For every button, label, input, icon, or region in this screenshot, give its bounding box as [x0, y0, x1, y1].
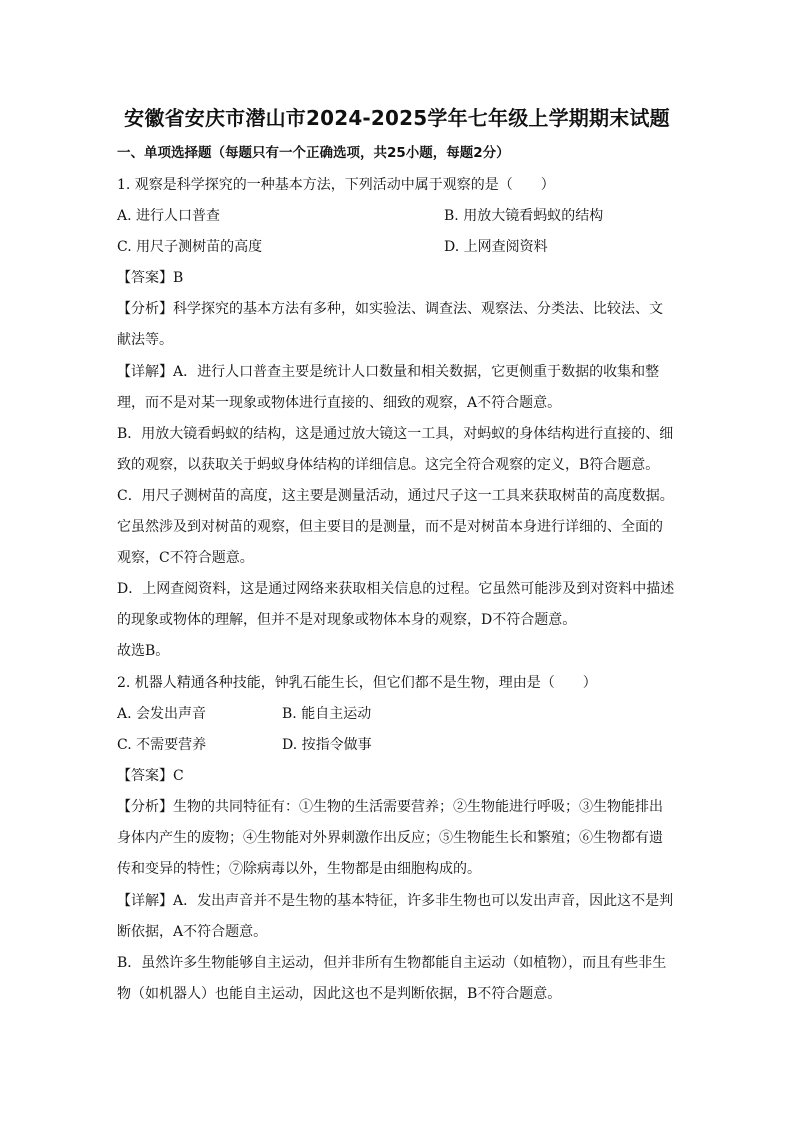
- q1-stem: 1. 观察是科学探究的一种基本方法，下列活动中属于观察的是（ ）: [117, 177, 555, 193]
- q2-detail-line-1: 【详解】A．发出声音并不是生物的基本特征，许多非生物也可以发出声音，因此这不是判: [117, 893, 674, 909]
- q2-detail-line-2: 断依据，A不符合题意。: [117, 924, 268, 940]
- q2-option-b: B. 能自主运动: [282, 706, 372, 722]
- q1-detail-line-9: 的现象或物体的理解，但并不是对现象或物体本身的观察，D不符合题意。: [117, 612, 577, 628]
- q1-option-a: A. 进行人口普查: [117, 208, 221, 224]
- q1-option-d: D. 上网查阅资料: [444, 239, 548, 255]
- q1-detail-line-3: B．用放大镜看蚂蚁的结构，这是通过放大镜这一工具，对蚂蚁的身体结构进行直接的、细: [117, 426, 674, 442]
- q1-conclusion: 故选B。: [117, 643, 170, 659]
- q1-detail-line-7: 观察，C不符合题意。: [117, 550, 254, 566]
- q2-detail-line-3: B．虽然许多生物能够自主运动，但并非所有生物都能自主运动（如植物），而且有些非生: [117, 955, 667, 971]
- q1-detail-line-6: 它虽然涉及到对树苗的观察，但主要目的是测量，而不是对树苗本身进行详细的、全面的: [117, 519, 663, 535]
- q1-detail-line-1: 【详解】A．进行人口普查主要是统计人口数量和相关数据，它更侧重于数据的收集和整: [117, 364, 660, 380]
- q2-option-a: A. 会发出声音: [117, 706, 207, 722]
- q1-detail-line-2: 理，而不是对某一现象或物体进行直接的、细致的观察，A不符合题意。: [117, 395, 562, 411]
- q1-detail-line-8: D．上网查阅资料，这是通过网络来获取相关信息的过程。它虽然可能涉及到对资料中描述: [117, 581, 675, 597]
- q1-answer: 【答案】B: [117, 270, 184, 286]
- q1-analysis-line-2: 献法等。: [117, 332, 173, 348]
- q1-detail-line-5: C．用尺子测树苗的高度，这主要是测量活动，通过尺子这一工具来获取树苗的高度数据。: [117, 488, 674, 504]
- q2-detail-line-4: 物（如机器人）也能自主运动，因此这也不是判断依据，B不符合题意。: [117, 986, 562, 1002]
- q1-option-c: C. 用尺子测树苗的高度: [117, 239, 263, 255]
- q1-detail-line-4: 致的观察，以获取关于蚂蚁身体结构的详细信息。这完全符合观察的定义，B符合题意。: [117, 457, 660, 473]
- q2-stem: 2. 机器人精通各种技能，钟乳石能生长，但它们都不是生物，理由是（ ）: [117, 675, 597, 691]
- page-title: 安徽省安庆市潜山市2024-2025学年七年级上学期期末试题: [124, 106, 670, 130]
- q2-answer: 【答案】C: [117, 768, 184, 784]
- q2-analysis-line-1: 【分析】生物的共同特征有：①生物的生活需要营养；②生物能进行呼吸；③生物能排出: [117, 799, 663, 815]
- section-heading: 一、单项选择题（每题只有一个正确选项，共25小题，每题2分）: [117, 145, 510, 161]
- q1-analysis-line-1: 【分析】科学探究的基本方法有多种，如实验法、调查法、观察法、分类法、比较法、文: [117, 301, 663, 317]
- q2-analysis-line-2: 身体内产生的废物；④生物能对外界刺激作出反应；⑤生物能生长和繁殖；⑥生物都有遗: [117, 830, 663, 846]
- q2-option-d: D. 按指令做事: [282, 737, 372, 753]
- q1-option-b: B. 用放大镜看蚂蚁的结构: [444, 208, 604, 224]
- q2-analysis-line-3: 传和变异的特性；⑦除病毒以外，生物都是由细胞构成的。: [117, 861, 481, 877]
- q2-option-c: C. 不需要营养: [117, 737, 207, 753]
